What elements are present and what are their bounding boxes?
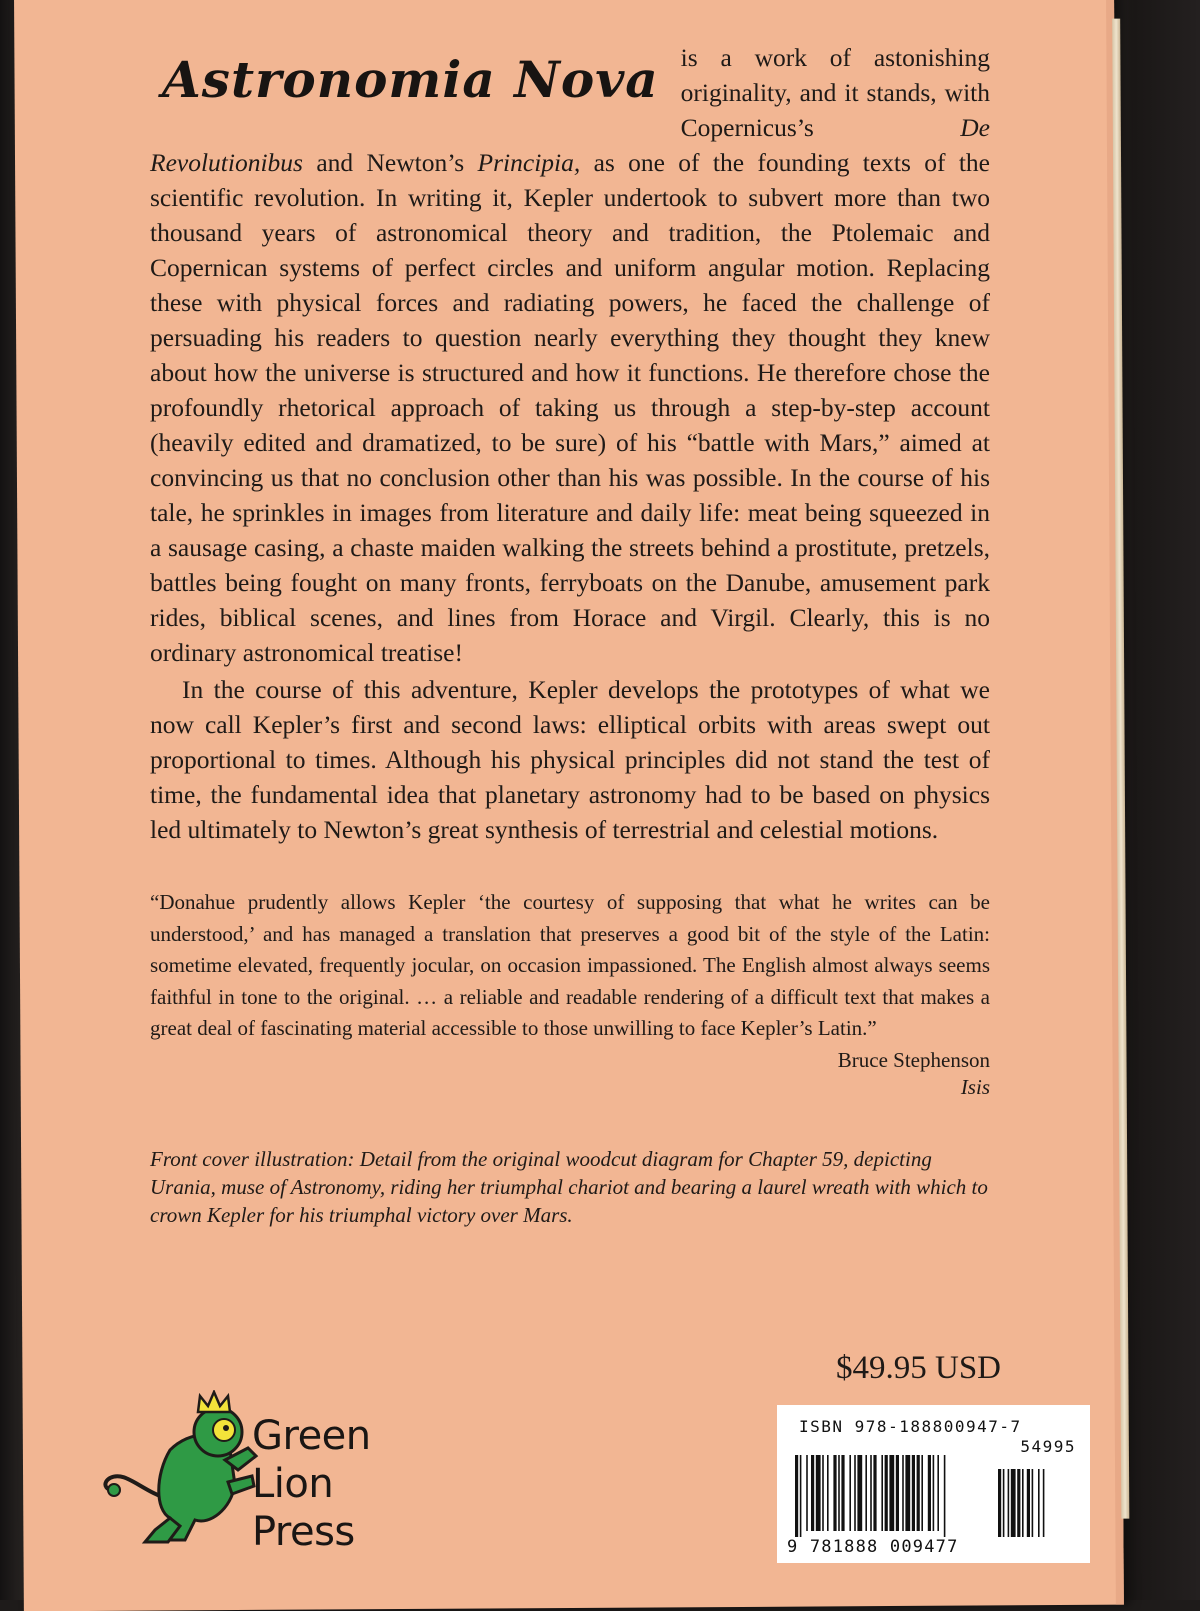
publisher-name-line-2: Lion	[252, 1461, 334, 1507]
review-attribution	[150, 1047, 990, 1101]
para1-opening: is a work of astonishing originality, and it stands, with Copernicus’s	[680, 43, 990, 142]
cover-illustration-caption: Front cover illustration: Detail from the original woodcut diagram for Chapter 59, depicting Urania, muse of Astronomy, riding her triumphal chariot and bearing a laurel wreath with which to crown Kepler for his triumphal victory over Mars.	[150, 1146, 988, 1227]
barcode-number: 9 781888 009477	[787, 1537, 959, 1557]
review-author: Bruce Stephenson	[837, 1047, 990, 1072]
price-label: $49.95 USD	[836, 1350, 1002, 1386]
description-paragraph-2: In the course of this adventure, Kepler develops the prototypes of what we now call Kepler’s first and second laws: elliptical orbits with areas swept out proportional to times. Although his physical principles did not stand the test of time, the fundamental idea that planetary astronomy had to be based on physics led ultimately to Newton’s great synthesis of terrestrial and celestial motions.	[150, 675, 990, 844]
description-paragraph-1	[150, 40, 990, 670]
publisher-name-line-1: Green	[252, 1413, 371, 1459]
work-title-principia: Principia,	[477, 148, 581, 177]
book-title: Astronomia Nova	[162, 50, 659, 109]
publisher-name-line-3: Press	[252, 1509, 355, 1555]
cover-text-block	[150, 40, 990, 1229]
para1-body: as one of the founding texts of the scientific revolution. In writing it, Kepler undertook to subvert more than two thousand years of astronomical theory and tradition, the Ptolemaic and Copernican systems of perfect circles and uniform angular motion. Replacing these with physical forces and radiating powers, he faced the challenge of persuading his readers to question nearly everything they thought they knew about how the universe is structured and how it functions. He therefore chose the profoundly rhetorical approach of taking us through a step-by-step account (heavily edited and dramatized, to be sure) of his “battle with Mars,” aimed at convincing us that no conclusion other than his was possible. In the course of his tale, he sprinkles in images from literature and daily life: meat being squeezed in a sausage casing, a chaste maiden walking the streets behind a prostitute, pretzels, battles being fought on many fronts, ferryboats on the Danube, amusement park rides, biblical scenes, and lines from Horace and Virgil. Clearly, this is no ordinary astronomical treatise!	[150, 148, 990, 667]
description-lead	[150, 40, 990, 670]
publisher-name	[252, 1412, 371, 1556]
review-journal: Isis	[960, 1074, 990, 1099]
work-title-de-revolutionibus: De Revolutionibus	[150, 113, 990, 177]
barcode-label	[777, 1405, 1090, 1563]
barcode-addon-number: 54995	[1020, 1437, 1076, 1456]
isbn-text: ISBN 978-188800947-7	[799, 1417, 1022, 1436]
review-quote: “Donahue prudently allows Kepler ‘the courtesy of supposing that what he writes can be understood,’ and has managed a translation that preserves a good bit of the style of the Latin: sometime elevated, frequently jocular, on occasion impassioned. The English almost always seems faithful in tone to the original. … a reliable and readable rendering of a difficult text that makes a great deal of fascinating material accessible to those unwilling to face Kepler’s Latin.”	[150, 890, 990, 1040]
para1-and: and Newton’s	[302, 148, 478, 177]
barcode-icon	[793, 1455, 1077, 1537]
